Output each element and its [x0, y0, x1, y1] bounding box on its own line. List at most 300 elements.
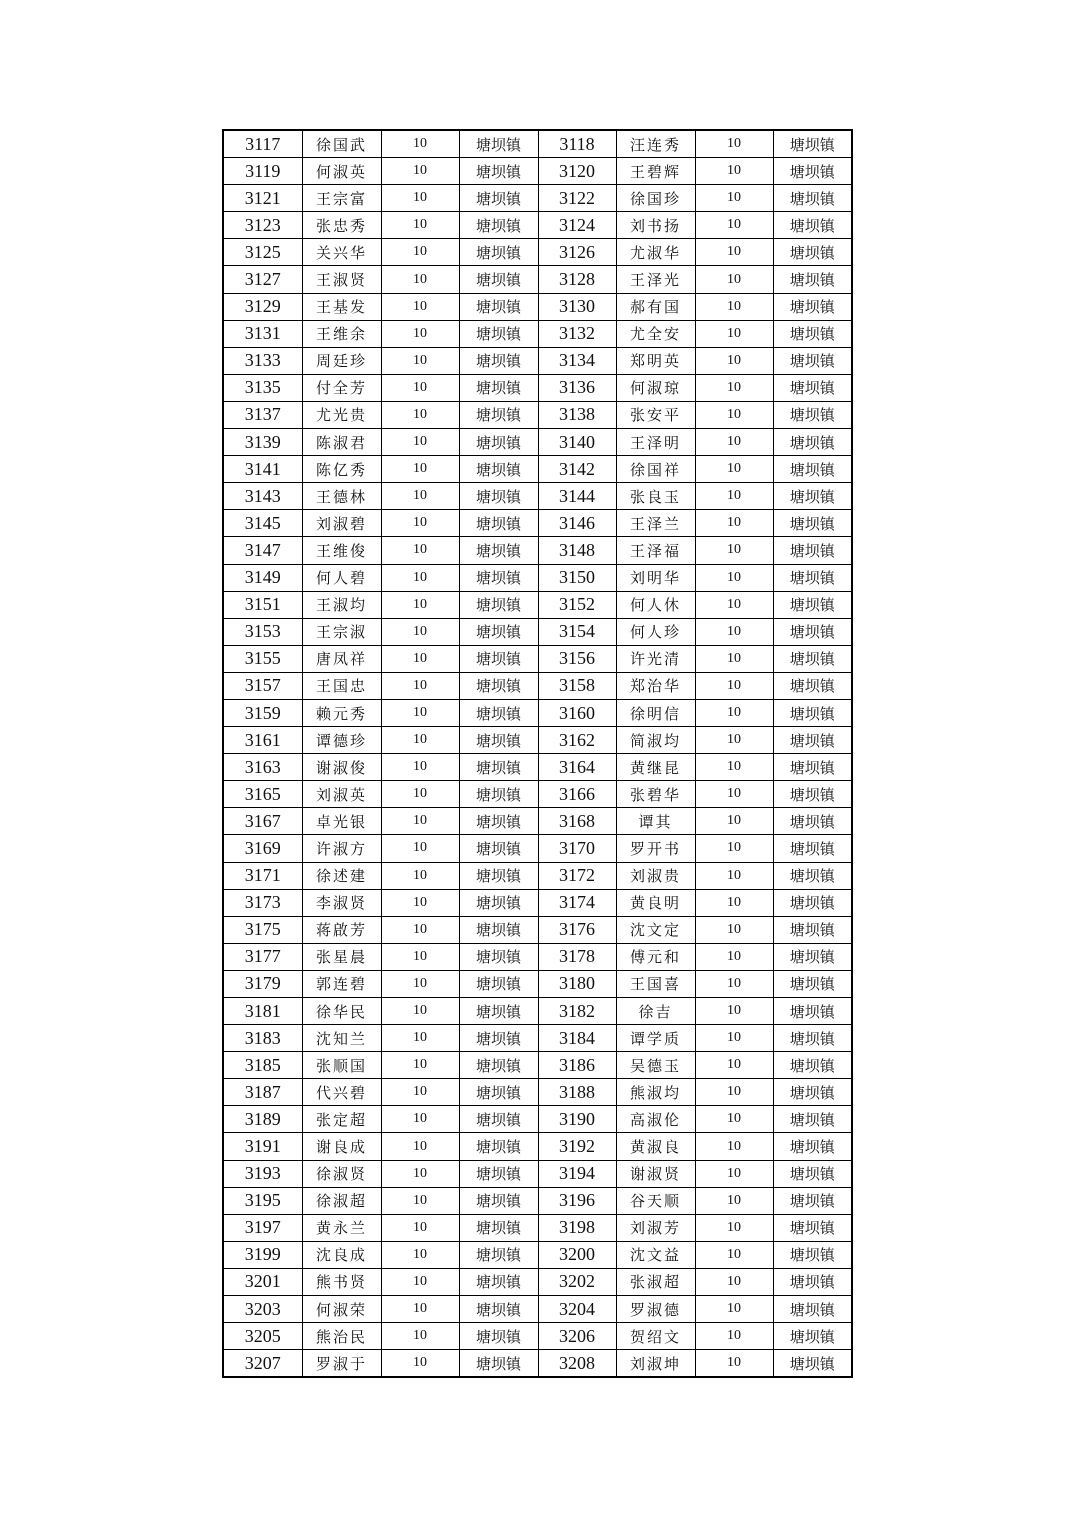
table-row	[223, 1296, 852, 1323]
table-row	[223, 672, 852, 699]
left-person-name-cell: 张忠秀	[302, 212, 381, 239]
left-person-name-cell: 王维俊	[302, 537, 381, 564]
left-amount-cell: 10	[381, 618, 459, 645]
roster-sheet	[222, 129, 851, 1378]
left-record-id-cell: 3167	[223, 808, 302, 835]
right-person-name-cell: 简淑均	[616, 727, 695, 754]
left-town-name-cell: 塘坝镇	[459, 970, 538, 997]
left-amount-cell: 10	[381, 347, 459, 374]
left-record-id-cell: 3191	[223, 1133, 302, 1160]
left-town-name-cell: 塘坝镇	[459, 320, 538, 347]
left-person-name-cell: 李淑贤	[302, 889, 381, 916]
right-person-name-cell: 尤全安	[616, 320, 695, 347]
right-amount-cell: 10	[695, 564, 773, 591]
left-town-name-cell: 塘坝镇	[459, 618, 538, 645]
left-person-name-cell: 王德林	[302, 483, 381, 510]
right-amount-cell: 10	[695, 130, 773, 158]
right-amount-cell: 10	[695, 943, 773, 970]
left-person-name-cell: 张顺国	[302, 1052, 381, 1079]
left-record-id-cell: 3205	[223, 1323, 302, 1350]
right-record-id-cell: 3176	[538, 916, 616, 943]
right-record-id-cell: 3138	[538, 401, 616, 428]
left-town-name-cell: 塘坝镇	[459, 158, 538, 185]
left-town-name-cell: 塘坝镇	[459, 483, 538, 510]
left-town-name-cell: 塘坝镇	[459, 1160, 538, 1187]
left-town-name-cell: 塘坝镇	[459, 537, 538, 564]
left-record-id-cell: 3177	[223, 943, 302, 970]
table-row	[223, 916, 852, 943]
left-record-id-cell: 3169	[223, 835, 302, 862]
left-person-name-cell: 何人碧	[302, 564, 381, 591]
left-town-name-cell: 塘坝镇	[459, 1106, 538, 1133]
table-row	[223, 347, 852, 374]
left-amount-cell: 10	[381, 916, 459, 943]
right-amount-cell: 10	[695, 998, 773, 1025]
right-town-name-cell: 塘坝镇	[773, 158, 852, 185]
left-person-name-cell: 唐凤祥	[302, 645, 381, 672]
right-person-name-cell: 张碧华	[616, 781, 695, 808]
right-record-id-cell: 3162	[538, 727, 616, 754]
right-amount-cell: 10	[695, 754, 773, 781]
right-town-name-cell: 塘坝镇	[773, 1350, 852, 1378]
table-row	[223, 185, 852, 212]
left-amount-cell: 10	[381, 1052, 459, 1079]
right-record-id-cell: 3140	[538, 429, 616, 456]
right-record-id-cell: 3198	[538, 1214, 616, 1241]
right-person-name-cell: 张安平	[616, 401, 695, 428]
table-row	[223, 618, 852, 645]
left-record-id-cell: 3157	[223, 672, 302, 699]
right-record-id-cell: 3190	[538, 1106, 616, 1133]
right-town-name-cell: 塘坝镇	[773, 483, 852, 510]
right-person-name-cell: 何人珍	[616, 618, 695, 645]
left-person-name-cell: 代兴碧	[302, 1079, 381, 1106]
right-town-name-cell: 塘坝镇	[773, 1160, 852, 1187]
right-amount-cell: 10	[695, 293, 773, 320]
left-amount-cell: 10	[381, 1106, 459, 1133]
right-record-id-cell: 3168	[538, 808, 616, 835]
left-town-name-cell: 塘坝镇	[459, 1187, 538, 1214]
left-town-name-cell: 塘坝镇	[459, 1350, 538, 1378]
left-person-name-cell: 刘淑碧	[302, 510, 381, 537]
right-town-name-cell: 塘坝镇	[773, 320, 852, 347]
table-row	[223, 699, 852, 726]
left-record-id-cell: 3145	[223, 510, 302, 537]
right-person-name-cell: 何人休	[616, 591, 695, 618]
right-amount-cell: 10	[695, 1133, 773, 1160]
left-town-name-cell: 塘坝镇	[459, 727, 538, 754]
left-amount-cell: 10	[381, 564, 459, 591]
right-town-name-cell: 塘坝镇	[773, 239, 852, 266]
right-record-id-cell: 3156	[538, 645, 616, 672]
left-person-name-cell: 罗淑于	[302, 1350, 381, 1378]
right-person-name-cell: 黄良明	[616, 889, 695, 916]
right-amount-cell: 10	[695, 320, 773, 347]
left-amount-cell: 10	[381, 754, 459, 781]
left-amount-cell: 10	[381, 185, 459, 212]
table-row	[223, 1241, 852, 1268]
right-person-name-cell: 沈文益	[616, 1241, 695, 1268]
right-town-name-cell: 塘坝镇	[773, 889, 852, 916]
left-person-name-cell: 沈良成	[302, 1241, 381, 1268]
right-amount-cell: 10	[695, 510, 773, 537]
left-amount-cell: 10	[381, 889, 459, 916]
left-town-name-cell: 塘坝镇	[459, 212, 538, 239]
left-person-name-cell: 谭德珍	[302, 727, 381, 754]
right-amount-cell: 10	[695, 483, 773, 510]
right-record-id-cell: 3118	[538, 130, 616, 158]
right-town-name-cell: 塘坝镇	[773, 1268, 852, 1295]
right-record-id-cell: 3172	[538, 862, 616, 889]
left-town-name-cell: 塘坝镇	[459, 998, 538, 1025]
left-town-name-cell: 塘坝镇	[459, 943, 538, 970]
left-amount-cell: 10	[381, 320, 459, 347]
left-person-name-cell: 王淑均	[302, 591, 381, 618]
right-person-name-cell: 王泽兰	[616, 510, 695, 537]
left-amount-cell: 10	[381, 483, 459, 510]
right-record-id-cell: 3126	[538, 239, 616, 266]
right-town-name-cell: 塘坝镇	[773, 347, 852, 374]
left-town-name-cell: 塘坝镇	[459, 862, 538, 889]
left-town-name-cell: 塘坝镇	[459, 645, 538, 672]
left-person-name-cell: 王宗富	[302, 185, 381, 212]
left-amount-cell: 10	[381, 293, 459, 320]
left-person-name-cell: 王维余	[302, 320, 381, 347]
right-town-name-cell: 塘坝镇	[773, 835, 852, 862]
right-record-id-cell: 3188	[538, 1079, 616, 1106]
left-person-name-cell: 许淑方	[302, 835, 381, 862]
right-amount-cell: 10	[695, 1350, 773, 1378]
left-town-name-cell: 塘坝镇	[459, 564, 538, 591]
left-town-name-cell: 塘坝镇	[459, 591, 538, 618]
right-town-name-cell: 塘坝镇	[773, 374, 852, 401]
left-town-name-cell: 塘坝镇	[459, 185, 538, 212]
left-record-id-cell: 3161	[223, 727, 302, 754]
right-person-name-cell: 黄淑良	[616, 1133, 695, 1160]
right-town-name-cell: 塘坝镇	[773, 537, 852, 564]
right-amount-cell: 10	[695, 1268, 773, 1295]
right-record-id-cell: 3160	[538, 699, 616, 726]
right-person-name-cell: 谷天顺	[616, 1187, 695, 1214]
left-amount-cell: 10	[381, 158, 459, 185]
left-person-name-cell: 刘淑英	[302, 781, 381, 808]
right-person-name-cell: 谭学质	[616, 1025, 695, 1052]
right-record-id-cell: 3144	[538, 483, 616, 510]
right-person-name-cell: 罗淑德	[616, 1296, 695, 1323]
left-town-name-cell: 塘坝镇	[459, 808, 538, 835]
left-town-name-cell: 塘坝镇	[459, 429, 538, 456]
left-person-name-cell: 徐国武	[302, 130, 381, 158]
right-amount-cell: 10	[695, 781, 773, 808]
right-record-id-cell: 3122	[538, 185, 616, 212]
table-row	[223, 374, 852, 401]
right-record-id-cell: 3208	[538, 1350, 616, 1378]
right-amount-cell: 10	[695, 1079, 773, 1106]
left-record-id-cell: 3131	[223, 320, 302, 347]
left-record-id-cell: 3165	[223, 781, 302, 808]
left-person-name-cell: 熊书贤	[302, 1268, 381, 1295]
left-amount-cell: 10	[381, 970, 459, 997]
left-record-id-cell: 3195	[223, 1187, 302, 1214]
table-row	[223, 727, 852, 754]
left-person-name-cell: 蒋啟芳	[302, 916, 381, 943]
left-amount-cell: 10	[381, 1079, 459, 1106]
right-record-id-cell: 3150	[538, 564, 616, 591]
left-record-id-cell: 3201	[223, 1268, 302, 1295]
right-town-name-cell: 塘坝镇	[773, 401, 852, 428]
right-record-id-cell: 3128	[538, 266, 616, 293]
right-person-name-cell: 贺绍文	[616, 1323, 695, 1350]
right-town-name-cell: 塘坝镇	[773, 808, 852, 835]
left-person-name-cell: 王国忠	[302, 672, 381, 699]
left-amount-cell: 10	[381, 1268, 459, 1295]
right-person-name-cell: 刘淑坤	[616, 1350, 695, 1378]
left-amount-cell: 10	[381, 537, 459, 564]
right-record-id-cell: 3142	[538, 456, 616, 483]
table-row	[223, 212, 852, 239]
left-record-id-cell: 3153	[223, 618, 302, 645]
right-amount-cell: 10	[695, 808, 773, 835]
right-record-id-cell: 3134	[538, 347, 616, 374]
left-record-id-cell: 3149	[223, 564, 302, 591]
right-town-name-cell: 塘坝镇	[773, 1323, 852, 1350]
left-amount-cell: 10	[381, 401, 459, 428]
left-amount-cell: 10	[381, 862, 459, 889]
right-amount-cell: 10	[695, 889, 773, 916]
right-amount-cell: 10	[695, 185, 773, 212]
roster-body	[223, 130, 852, 1377]
left-amount-cell: 10	[381, 1323, 459, 1350]
right-person-name-cell: 傅元和	[616, 943, 695, 970]
left-record-id-cell: 3179	[223, 970, 302, 997]
left-town-name-cell: 塘坝镇	[459, 889, 538, 916]
right-amount-cell: 10	[695, 374, 773, 401]
left-record-id-cell: 3185	[223, 1052, 302, 1079]
table-row	[223, 943, 852, 970]
left-amount-cell: 10	[381, 835, 459, 862]
right-town-name-cell: 塘坝镇	[773, 1296, 852, 1323]
left-amount-cell: 10	[381, 429, 459, 456]
table-row	[223, 754, 852, 781]
right-person-name-cell: 许光清	[616, 645, 695, 672]
right-record-id-cell: 3174	[538, 889, 616, 916]
left-record-id-cell: 3117	[223, 130, 302, 158]
table-row	[223, 429, 852, 456]
right-town-name-cell: 塘坝镇	[773, 1106, 852, 1133]
table-row	[223, 320, 852, 347]
left-person-name-cell: 何淑荣	[302, 1296, 381, 1323]
right-town-name-cell: 塘坝镇	[773, 862, 852, 889]
left-record-id-cell: 3119	[223, 158, 302, 185]
left-person-name-cell: 谢良成	[302, 1133, 381, 1160]
right-town-name-cell: 塘坝镇	[773, 727, 852, 754]
right-town-name-cell: 塘坝镇	[773, 456, 852, 483]
left-amount-cell: 10	[381, 1133, 459, 1160]
left-town-name-cell: 塘坝镇	[459, 916, 538, 943]
left-amount-cell: 10	[381, 1187, 459, 1214]
left-amount-cell: 10	[381, 1025, 459, 1052]
left-amount-cell: 10	[381, 998, 459, 1025]
right-town-name-cell: 塘坝镇	[773, 1052, 852, 1079]
right-amount-cell: 10	[695, 645, 773, 672]
left-record-id-cell: 3183	[223, 1025, 302, 1052]
right-person-name-cell: 尤淑华	[616, 239, 695, 266]
table-row	[223, 483, 852, 510]
left-amount-cell: 10	[381, 212, 459, 239]
left-person-name-cell: 卓光银	[302, 808, 381, 835]
left-town-name-cell: 塘坝镇	[459, 1133, 538, 1160]
left-town-name-cell: 塘坝镇	[459, 1241, 538, 1268]
table-row	[223, 591, 852, 618]
left-record-id-cell: 3139	[223, 429, 302, 456]
table-row	[223, 889, 852, 916]
left-record-id-cell: 3127	[223, 266, 302, 293]
right-record-id-cell: 3180	[538, 970, 616, 997]
right-person-name-cell: 徐国祥	[616, 456, 695, 483]
left-amount-cell: 10	[381, 456, 459, 483]
right-town-name-cell: 塘坝镇	[773, 266, 852, 293]
left-amount-cell: 10	[381, 1350, 459, 1378]
right-amount-cell: 10	[695, 212, 773, 239]
table-row	[223, 1323, 852, 1350]
left-record-id-cell: 3203	[223, 1296, 302, 1323]
left-record-id-cell: 3197	[223, 1214, 302, 1241]
right-town-name-cell: 塘坝镇	[773, 1133, 852, 1160]
left-town-name-cell: 塘坝镇	[459, 1323, 538, 1350]
table-row	[223, 1268, 852, 1295]
right-town-name-cell: 塘坝镇	[773, 510, 852, 537]
left-amount-cell: 10	[381, 699, 459, 726]
left-record-id-cell: 3129	[223, 293, 302, 320]
left-record-id-cell: 3193	[223, 1160, 302, 1187]
right-person-name-cell: 汪连秀	[616, 130, 695, 158]
left-town-name-cell: 塘坝镇	[459, 835, 538, 862]
left-record-id-cell: 3155	[223, 645, 302, 672]
left-person-name-cell: 付全芳	[302, 374, 381, 401]
table-row	[223, 564, 852, 591]
left-record-id-cell: 3189	[223, 1106, 302, 1133]
right-record-id-cell: 3146	[538, 510, 616, 537]
left-person-name-cell: 陈淑君	[302, 429, 381, 456]
right-amount-cell: 10	[695, 1106, 773, 1133]
right-person-name-cell: 王国喜	[616, 970, 695, 997]
right-person-name-cell: 徐国珍	[616, 185, 695, 212]
right-amount-cell: 10	[695, 862, 773, 889]
right-amount-cell: 10	[695, 266, 773, 293]
left-person-name-cell: 陈亿秀	[302, 456, 381, 483]
left-record-id-cell: 3137	[223, 401, 302, 428]
table-row	[223, 456, 852, 483]
left-amount-cell: 10	[381, 943, 459, 970]
table-row	[223, 401, 852, 428]
table-row	[223, 1350, 852, 1378]
left-person-name-cell: 郭连碧	[302, 970, 381, 997]
left-record-id-cell: 3141	[223, 456, 302, 483]
right-town-name-cell: 塘坝镇	[773, 591, 852, 618]
table-row	[223, 835, 852, 862]
table-row	[223, 862, 852, 889]
left-person-name-cell: 沈知兰	[302, 1025, 381, 1052]
left-record-id-cell: 3163	[223, 754, 302, 781]
left-person-name-cell: 谢淑俊	[302, 754, 381, 781]
left-town-name-cell: 塘坝镇	[459, 1268, 538, 1295]
right-record-id-cell: 3194	[538, 1160, 616, 1187]
table-row	[223, 1187, 852, 1214]
table-row	[223, 1079, 852, 1106]
left-town-name-cell: 塘坝镇	[459, 347, 538, 374]
right-amount-cell: 10	[695, 347, 773, 374]
table-row	[223, 808, 852, 835]
table-row	[223, 537, 852, 564]
left-amount-cell: 10	[381, 510, 459, 537]
left-record-id-cell: 3207	[223, 1350, 302, 1378]
table-row	[223, 1106, 852, 1133]
right-town-name-cell: 塘坝镇	[773, 943, 852, 970]
table-row	[223, 239, 852, 266]
table-row	[223, 970, 852, 997]
right-record-id-cell: 3132	[538, 320, 616, 347]
right-record-id-cell: 3136	[538, 374, 616, 401]
right-record-id-cell: 3166	[538, 781, 616, 808]
right-record-id-cell: 3158	[538, 672, 616, 699]
right-person-name-cell: 黄继昆	[616, 754, 695, 781]
left-record-id-cell: 3133	[223, 347, 302, 374]
right-record-id-cell: 3130	[538, 293, 616, 320]
right-town-name-cell: 塘坝镇	[773, 970, 852, 997]
left-town-name-cell: 塘坝镇	[459, 1052, 538, 1079]
table-row	[223, 293, 852, 320]
left-record-id-cell: 3181	[223, 998, 302, 1025]
right-person-name-cell: 沈文定	[616, 916, 695, 943]
left-person-name-cell: 熊治民	[302, 1323, 381, 1350]
right-person-name-cell: 高淑伦	[616, 1106, 695, 1133]
left-record-id-cell: 3135	[223, 374, 302, 401]
right-town-name-cell: 塘坝镇	[773, 754, 852, 781]
table-row	[223, 1214, 852, 1241]
left-town-name-cell: 塘坝镇	[459, 1214, 538, 1241]
left-person-name-cell: 王基发	[302, 293, 381, 320]
right-town-name-cell: 塘坝镇	[773, 293, 852, 320]
right-amount-cell: 10	[695, 835, 773, 862]
right-record-id-cell: 3164	[538, 754, 616, 781]
left-record-id-cell: 3151	[223, 591, 302, 618]
left-record-id-cell: 3173	[223, 889, 302, 916]
left-person-name-cell: 徐淑超	[302, 1187, 381, 1214]
right-amount-cell: 10	[695, 1296, 773, 1323]
right-town-name-cell: 塘坝镇	[773, 618, 852, 645]
left-town-name-cell: 塘坝镇	[459, 754, 538, 781]
right-amount-cell: 10	[695, 1025, 773, 1052]
left-amount-cell: 10	[381, 1214, 459, 1241]
right-record-id-cell: 3170	[538, 835, 616, 862]
right-town-name-cell: 塘坝镇	[773, 1241, 852, 1268]
left-amount-cell: 10	[381, 1296, 459, 1323]
left-person-name-cell: 关兴华	[302, 239, 381, 266]
left-amount-cell: 10	[381, 672, 459, 699]
table-row	[223, 158, 852, 185]
left-person-name-cell: 何淑英	[302, 158, 381, 185]
left-town-name-cell: 塘坝镇	[459, 510, 538, 537]
right-town-name-cell: 塘坝镇	[773, 1214, 852, 1241]
table-row	[223, 510, 852, 537]
right-amount-cell: 10	[695, 699, 773, 726]
left-amount-cell: 10	[381, 266, 459, 293]
right-person-name-cell: 熊淑均	[616, 1079, 695, 1106]
left-person-name-cell: 徐述建	[302, 862, 381, 889]
left-town-name-cell: 塘坝镇	[459, 293, 538, 320]
left-person-name-cell: 王淑贤	[302, 266, 381, 293]
right-record-id-cell: 3204	[538, 1296, 616, 1323]
